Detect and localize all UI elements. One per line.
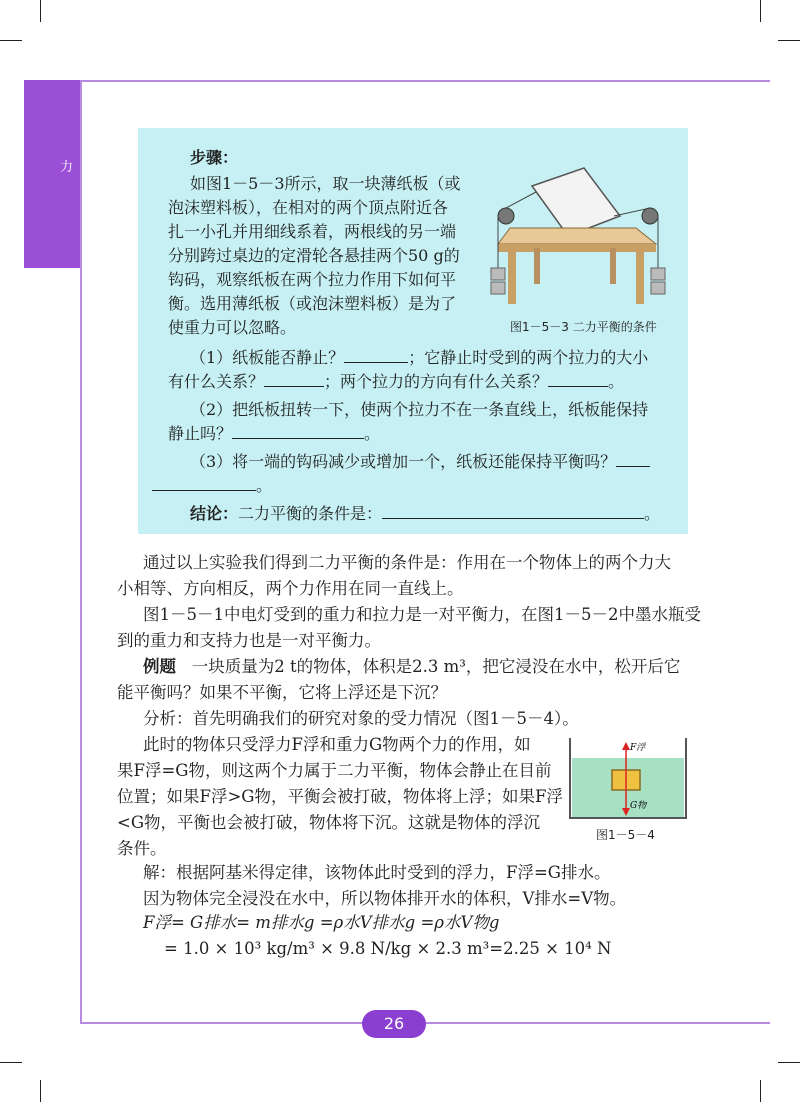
hook-weight [651, 282, 665, 294]
conclusion-end: 。 [644, 504, 661, 523]
question-1-line [168, 372, 624, 392]
hook-weight [491, 282, 505, 294]
step-line: 钩码，观察纸板在两个拉力作用下如何平 [168, 270, 457, 289]
conclusion-text: 二力平衡的条件是： [238, 504, 383, 523]
table-leg [636, 252, 644, 304]
arrow-head [622, 742, 630, 750]
top-rule [80, 80, 770, 82]
example-label: 例题 [143, 657, 176, 676]
q3-text: （3）将一端的钩码减少或增加一个，纸板还能保持平衡吗？ [190, 452, 617, 471]
q2-text: 。 [364, 424, 381, 443]
pulley-left [498, 208, 514, 224]
analysis-line: 果F浮=G物，则这两个力属于二力平衡，物体会静止在目前 [117, 761, 552, 780]
table-pulley-illustration [486, 164, 678, 314]
analysis-line: 此时的物体只受浮力F浮和重力G物两个力的作用，如 [143, 735, 531, 754]
crop-mark [40, 1080, 41, 1102]
analysis-line: 条件。 [117, 839, 167, 858]
table-leg [610, 248, 616, 284]
crop-mark [760, 1080, 761, 1102]
cardboard-plate [532, 168, 620, 236]
question-3-line [190, 452, 650, 472]
q2-text: 静止吗？ [168, 424, 233, 443]
q1-text: 。 [608, 372, 625, 391]
analysis-line: <G物，平衡也会被打破，物体将下沉。这就是物体的浮沉 [117, 813, 541, 832]
q1-text: ；它静止时受到的两个拉力的大小 [408, 348, 649, 367]
figure-1-5-3-caption: 图1－5－3 二力平衡的条件 [510, 320, 657, 334]
pulley-right [642, 208, 658, 224]
table-edge [498, 244, 656, 252]
table-leg [534, 248, 540, 284]
table-top [498, 228, 656, 244]
step-line: 扎一小孔并用细线系着，两根线的另一端 [168, 222, 457, 241]
step-line: 衡。选用薄纸板（或泡沫塑料板）是为了 [168, 294, 457, 313]
buoyancy-figure [566, 734, 690, 824]
step-line: 分别跨过桌边的定滑轮各悬挂两个50 g的 [168, 246, 460, 265]
answer-blank[interactable] [264, 372, 324, 387]
q3-text: 。 [256, 476, 273, 495]
q1-text: 有什么关系？ [168, 372, 265, 391]
analysis-line: 位置；如果F浮>G物，平衡会被打破，物体将上浮；如果F浮 [117, 787, 563, 806]
conclusion-line [190, 504, 660, 524]
step-line: 使重力可以忽略。 [168, 318, 297, 337]
thread [506, 192, 536, 208]
question-3-line [152, 476, 272, 496]
analysis-line: 分析：首先明确我们的研究对象的受力情况（图1－5－4）。 [143, 709, 579, 728]
figure-1-5-4-caption: 图1－5－4 [596, 828, 655, 842]
equation-line: = 1.0 × 10³ kg/m³ × 9.8 N/kg × 2.3 m³=2.25 × 10⁴ N [164, 939, 612, 958]
chapter-side-tab [24, 80, 80, 268]
answer-blank[interactable] [548, 372, 608, 387]
answer-blank[interactable] [152, 476, 256, 491]
paragraph-line: 通过以上实验我们得到二力平衡的条件是：作用在一个物体上的两个力大 [143, 553, 671, 572]
crop-mark [778, 40, 800, 41]
step-line: 泡沫塑料板），在相对的两个顶点附近各 [168, 198, 449, 217]
paragraph-line: 能平衡吗？如果不平衡，它将上浮还是下沉？ [117, 683, 447, 702]
answer-blank[interactable] [232, 424, 364, 439]
answer-blank[interactable] [344, 348, 408, 363]
q1-text: ；两个拉力的方向有什么关系？ [324, 372, 549, 391]
question-2-line [168, 424, 380, 444]
equation-line: F浮= G排水= m排水g =ρ水V排水g =ρ水V物g [143, 913, 500, 932]
hook-weight [491, 268, 505, 280]
conclusion-label: 结论： [190, 504, 239, 523]
chapter-label: 力 [60, 160, 74, 175]
answer-blank[interactable] [616, 452, 650, 467]
buoyant-force-label: F浮 [630, 743, 646, 753]
answer-blank[interactable] [382, 504, 644, 519]
table-leg [508, 252, 516, 304]
crop-mark [760, 0, 761, 22]
crop-mark [40, 0, 41, 22]
example-text: 一块质量为2 t的物体，体积是2.3 m³，把它浸没在水中，松开后它 [191, 657, 681, 676]
hook-weight [651, 268, 665, 280]
crop-mark [778, 1062, 800, 1063]
example-line [143, 656, 680, 678]
step-line: 如图1－5－3所示，取一块薄纸板（或 [190, 174, 461, 193]
solution-line: 因为物体完全浸没在水中，所以物体排开水的体积，V排水=V物。 [143, 889, 627, 908]
steps-heading: 步骤： [190, 148, 239, 167]
paragraph-line: 到的重力和支持力也是一对平衡力。 [117, 631, 381, 650]
crop-mark [0, 1062, 22, 1063]
paragraph-line: 小相等、方向相反，两个力作用在同一直线上。 [117, 579, 464, 598]
gravity-label: G物 [630, 801, 647, 811]
page-number: 26 [362, 1010, 426, 1038]
question-2-line: （2）把纸板扭转一下，使两个拉力不在一条直线上，纸板能保持 [190, 400, 649, 419]
q1-text: （1）纸板能否静止？ [190, 348, 345, 367]
crop-mark [0, 40, 22, 41]
question-1-line [190, 348, 648, 368]
left-rule [80, 80, 82, 1022]
paragraph-line: 图1－5－1中电灯受到的重力和拉力是一对平衡力，在图1－5－2中墨水瓶受 [143, 605, 701, 624]
solution-line: 解：根据阿基米得定律，该物体此时受到的浮力，F浮=G排水。 [143, 863, 611, 882]
